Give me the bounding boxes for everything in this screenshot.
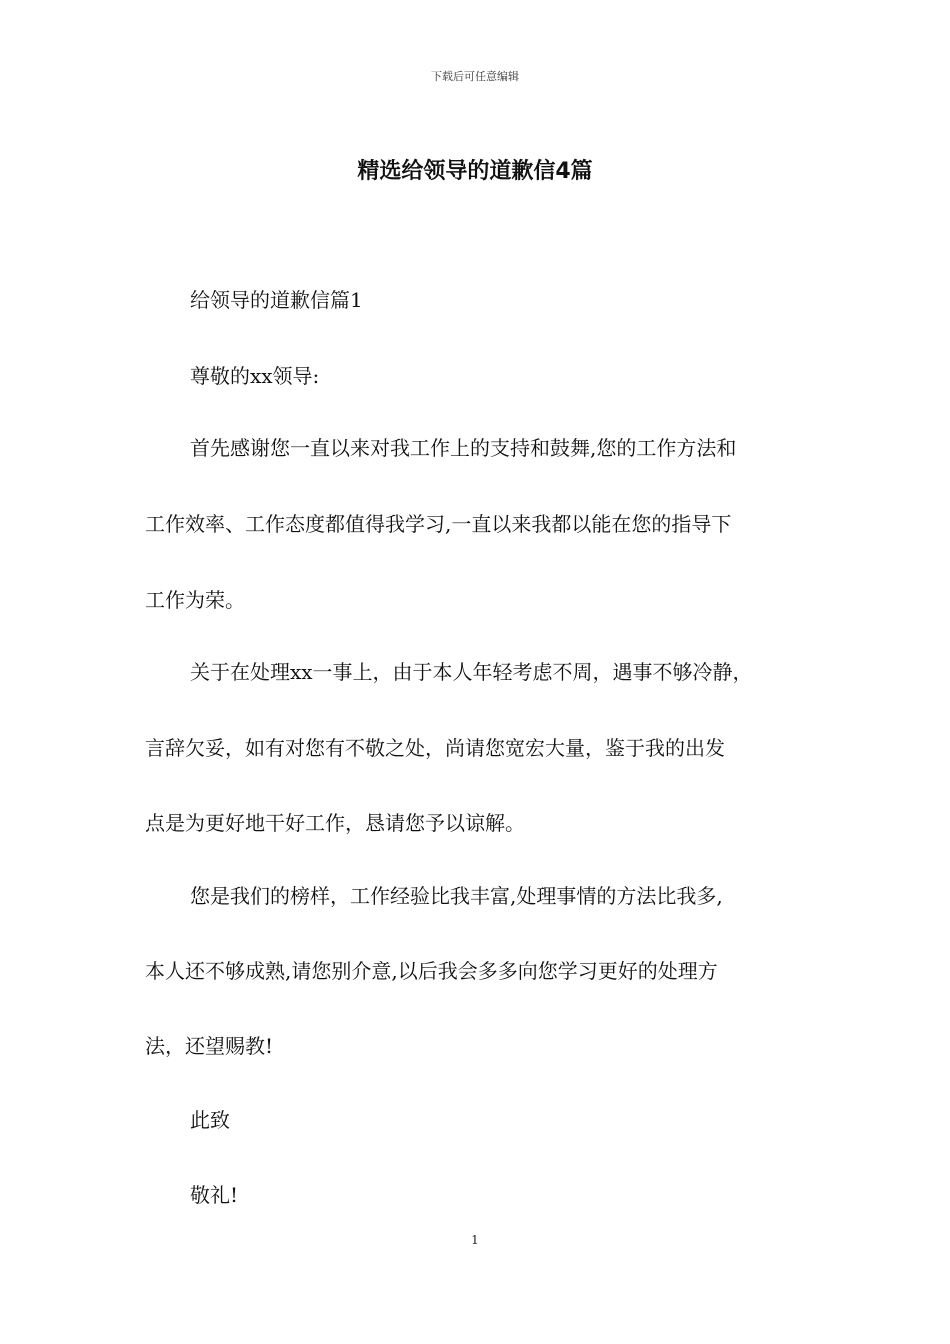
salutation: 尊敬的xx领导:: [190, 364, 320, 388]
paragraph-line: 言辞欠妥，如有对您有不敬之处，尚请您宽宏大量，鉴于我的出发: [145, 736, 725, 760]
paragraph-line: 工作为荣。: [145, 588, 245, 612]
closing-line: 敬礼!: [190, 1183, 239, 1207]
paragraph-line: 关于在处理xx一事上，由于本人年轻考虑不周，遇事不够冷静，: [190, 660, 753, 684]
document-title: 精选给领导的道歉信4篇: [357, 159, 593, 184]
paragraph-line: 法，还望赐教!: [145, 1034, 274, 1058]
page-number: 1: [471, 1233, 479, 1247]
closing-line: 此致: [190, 1108, 230, 1132]
paragraph-line: 点是为更好地干好工作，恳请您予以谅解。: [145, 811, 525, 835]
paragraph-line: 本人还不够成熟,请您别介意,以后我会多多向您学习更好的处理方: [145, 959, 718, 983]
paragraph-line: 工作效率、工作态度都值得我学习,一直以来我都以能在您的指导下: [145, 512, 732, 536]
header-note: 下载后可任意编辑: [431, 70, 519, 83]
paragraph-line: 您是我们的榜样，工作经验比我丰富,处理事情的方法比我多,: [190, 884, 723, 908]
paragraph-line: 首先感谢您一直以来对我工作上的支持和鼓舞,您的工作方法和: [190, 436, 737, 460]
section-heading: 给领导的道歉信篇1: [190, 288, 363, 312]
